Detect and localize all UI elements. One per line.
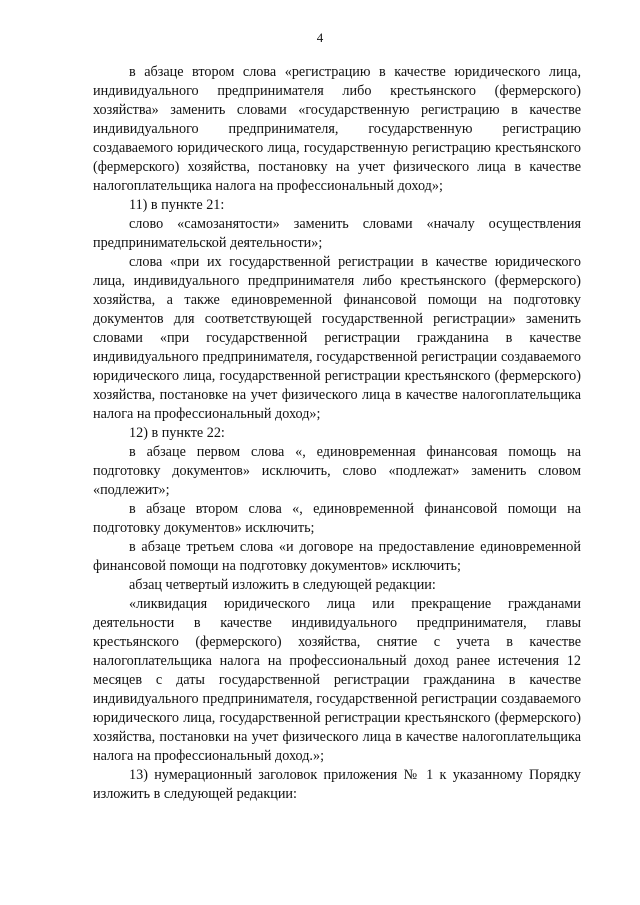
paragraph-4: в абзаце первом слова «, единовременная финансовая помощь на подготовку документов» исключить, слово «подлежат» заменить словом «подлежит»;: [93, 444, 581, 498]
document-body: [93, 63, 581, 804]
paragraph-6: в абзаце третьем слова «и договоре на предоставление единовременной финансовой помощи на подготовку документов» исключить;: [93, 539, 581, 574]
paragraph-2: слово «самозанятости» заменить словами «началу осуществления предпринимательской деятельности»;: [93, 216, 581, 251]
paragraph-5: в абзаце втором слова «, единовременной финансовой помощи на подготовку документов» исключить;: [93, 501, 581, 536]
paragraph-item-11: 11) в пункте 21:: [129, 197, 225, 213]
paragraph-8: «ликвидация юридического лица или прекращение гражданами деятельности в качестве индивидуального предпринимателя, главы крестьянского (фермерского) хозяйства, снятие с учета в качестве налогоплательщика налога на профессиональный доход ранее истечения 12 месяцев с даты государственной регистрации гражданина в качестве индивидуального предпринимателя, государственной регистрации создаваемого юридического лица, государственной регистрации крестьянского (фермерского) хозяйства, постановки на учет физического лица в качестве налогоплательщика налога на профессиональный доход.»;: [93, 596, 581, 764]
paragraph-item-13: 13) нумерационный заголовок приложения № 1 к указанному Порядку изложить в следующей редакции:: [93, 767, 581, 802]
paragraph-7: абзац четвертый изложить в следующей редакции:: [129, 577, 436, 593]
page-number: 4: [316, 30, 324, 45]
paragraph-item-12: 12) в пункте 22:: [129, 425, 225, 441]
paragraph-3: слова «при их государственной регистрации в качестве юридического лица, индивидуального предпринимателя либо крестьянского (фермерского) хозяйства, а также единовременной финансовой помощи на подготовку документов для соответствующей государственной регистрации» заменить словами «при государственной регистрации гражданина в качестве индивидуального предпринимателя, государственной регистрации создаваемого юридического лица, государственной регистрации крестьянского (фермерского) хозяйства, постановке на учет физического лица в качестве налогоплательщика налога на профессиональный доход»;: [93, 254, 581, 422]
paragraph-1: в абзаце втором слова «регистрацию в качестве юридического лица, индивидуального предпринимателя либо крестьянского (фермерского) хозяйства» заменить словами «государственную регистрацию в качестве индивидуального предпринимателя, государственную регистрацию создаваемого юридического лица, государственную регистрацию крестьянского (фермерского) хозяйства, постановку на учет физического лица в качестве налогоплательщика налога на профессиональный доход»;: [93, 64, 581, 194]
